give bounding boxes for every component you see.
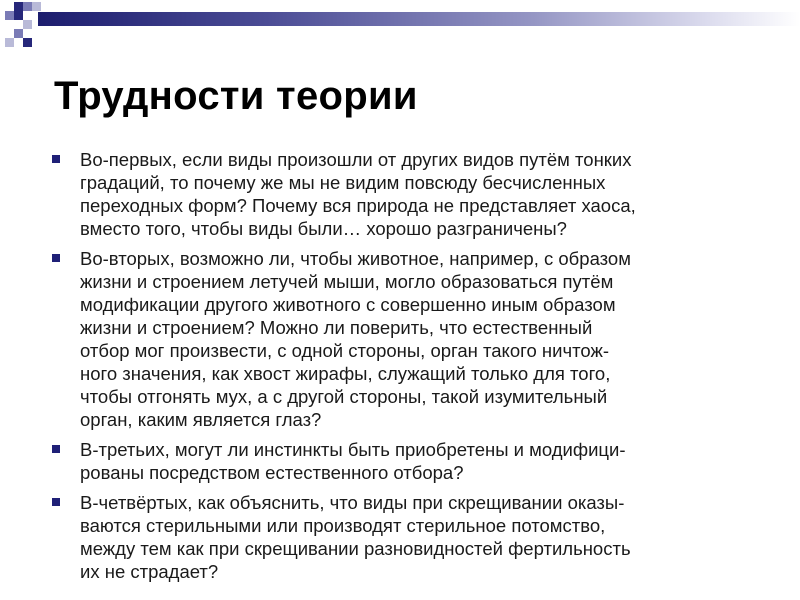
bullet-text-line: чтобы отгонять мух, а с другой стороны, такой изумительный [80,386,608,407]
bullet-square-icon [52,445,60,453]
bullet-text-line: ного значения, как хвост жирафы, служащий только для того, [80,363,611,384]
decor-square [5,38,14,47]
bullet-list [52,148,792,590]
bullet-text-line: модификации другого животного с совершенно иным образом [80,294,616,315]
decor-square [5,11,14,20]
bullet-text-line: жизни и строением летучей мыши, могло образоваться путём [80,271,614,292]
bullet-square-icon [52,498,60,506]
bullet-text-line: В-четвёртых, как объяснить, что виды при скрещивании оказы- [80,492,625,513]
bullet-text-line: Во-первых, если виды произошли от других видов путём тонких [80,149,632,170]
bullet-text-line: между тем как при скрещивании разновидностей фертильность [80,538,631,559]
decor-square [23,20,32,29]
bullet-square-icon [52,155,60,163]
decor-square [14,29,23,38]
bullet-item [52,438,792,484]
bullet-text-line: переходных форм? Почему вся природа не представляет хаоса, [80,195,636,216]
bullet-text-line: вместо того, чтобы виды были… хорошо разграничены? [80,218,567,239]
decor-square [32,2,41,11]
bullet-text-line: Во-вторых, возможно ли, чтобы животное, например, с образом [80,248,631,269]
decor-square [14,11,23,20]
bullet-text-line: орган, каким является глаз? [80,409,322,430]
bullet-text-line: В-третьих, могут ли инстинкты быть приобретены и модифици- [80,439,626,460]
decor-square [14,2,23,11]
decor-square [23,38,32,47]
bullet-square-icon [52,254,60,262]
bullet-item [52,148,792,240]
bullet-text-line: жизни и строением? Можно ли поверить, что естественный [80,317,593,338]
header-gradient-bar [38,12,800,26]
bullet-text-line: градаций, то почему же мы не видим повсюду бесчисленных [80,172,606,193]
bullet-text-line: их не страдает? [80,561,219,582]
bullet-text-line: отбор мог произвести, с одной стороны, орган такого ничтож- [80,340,609,361]
decor-square [23,2,32,11]
bullet-item [52,247,792,431]
bullet-text-line: рованы посредством естественного отбора? [80,462,464,483]
bullet-item [52,491,792,583]
bullet-text-line: ваются стерильными или производят стерильное потомство, [80,515,606,536]
slide-title: Трудности теории [54,74,418,118]
